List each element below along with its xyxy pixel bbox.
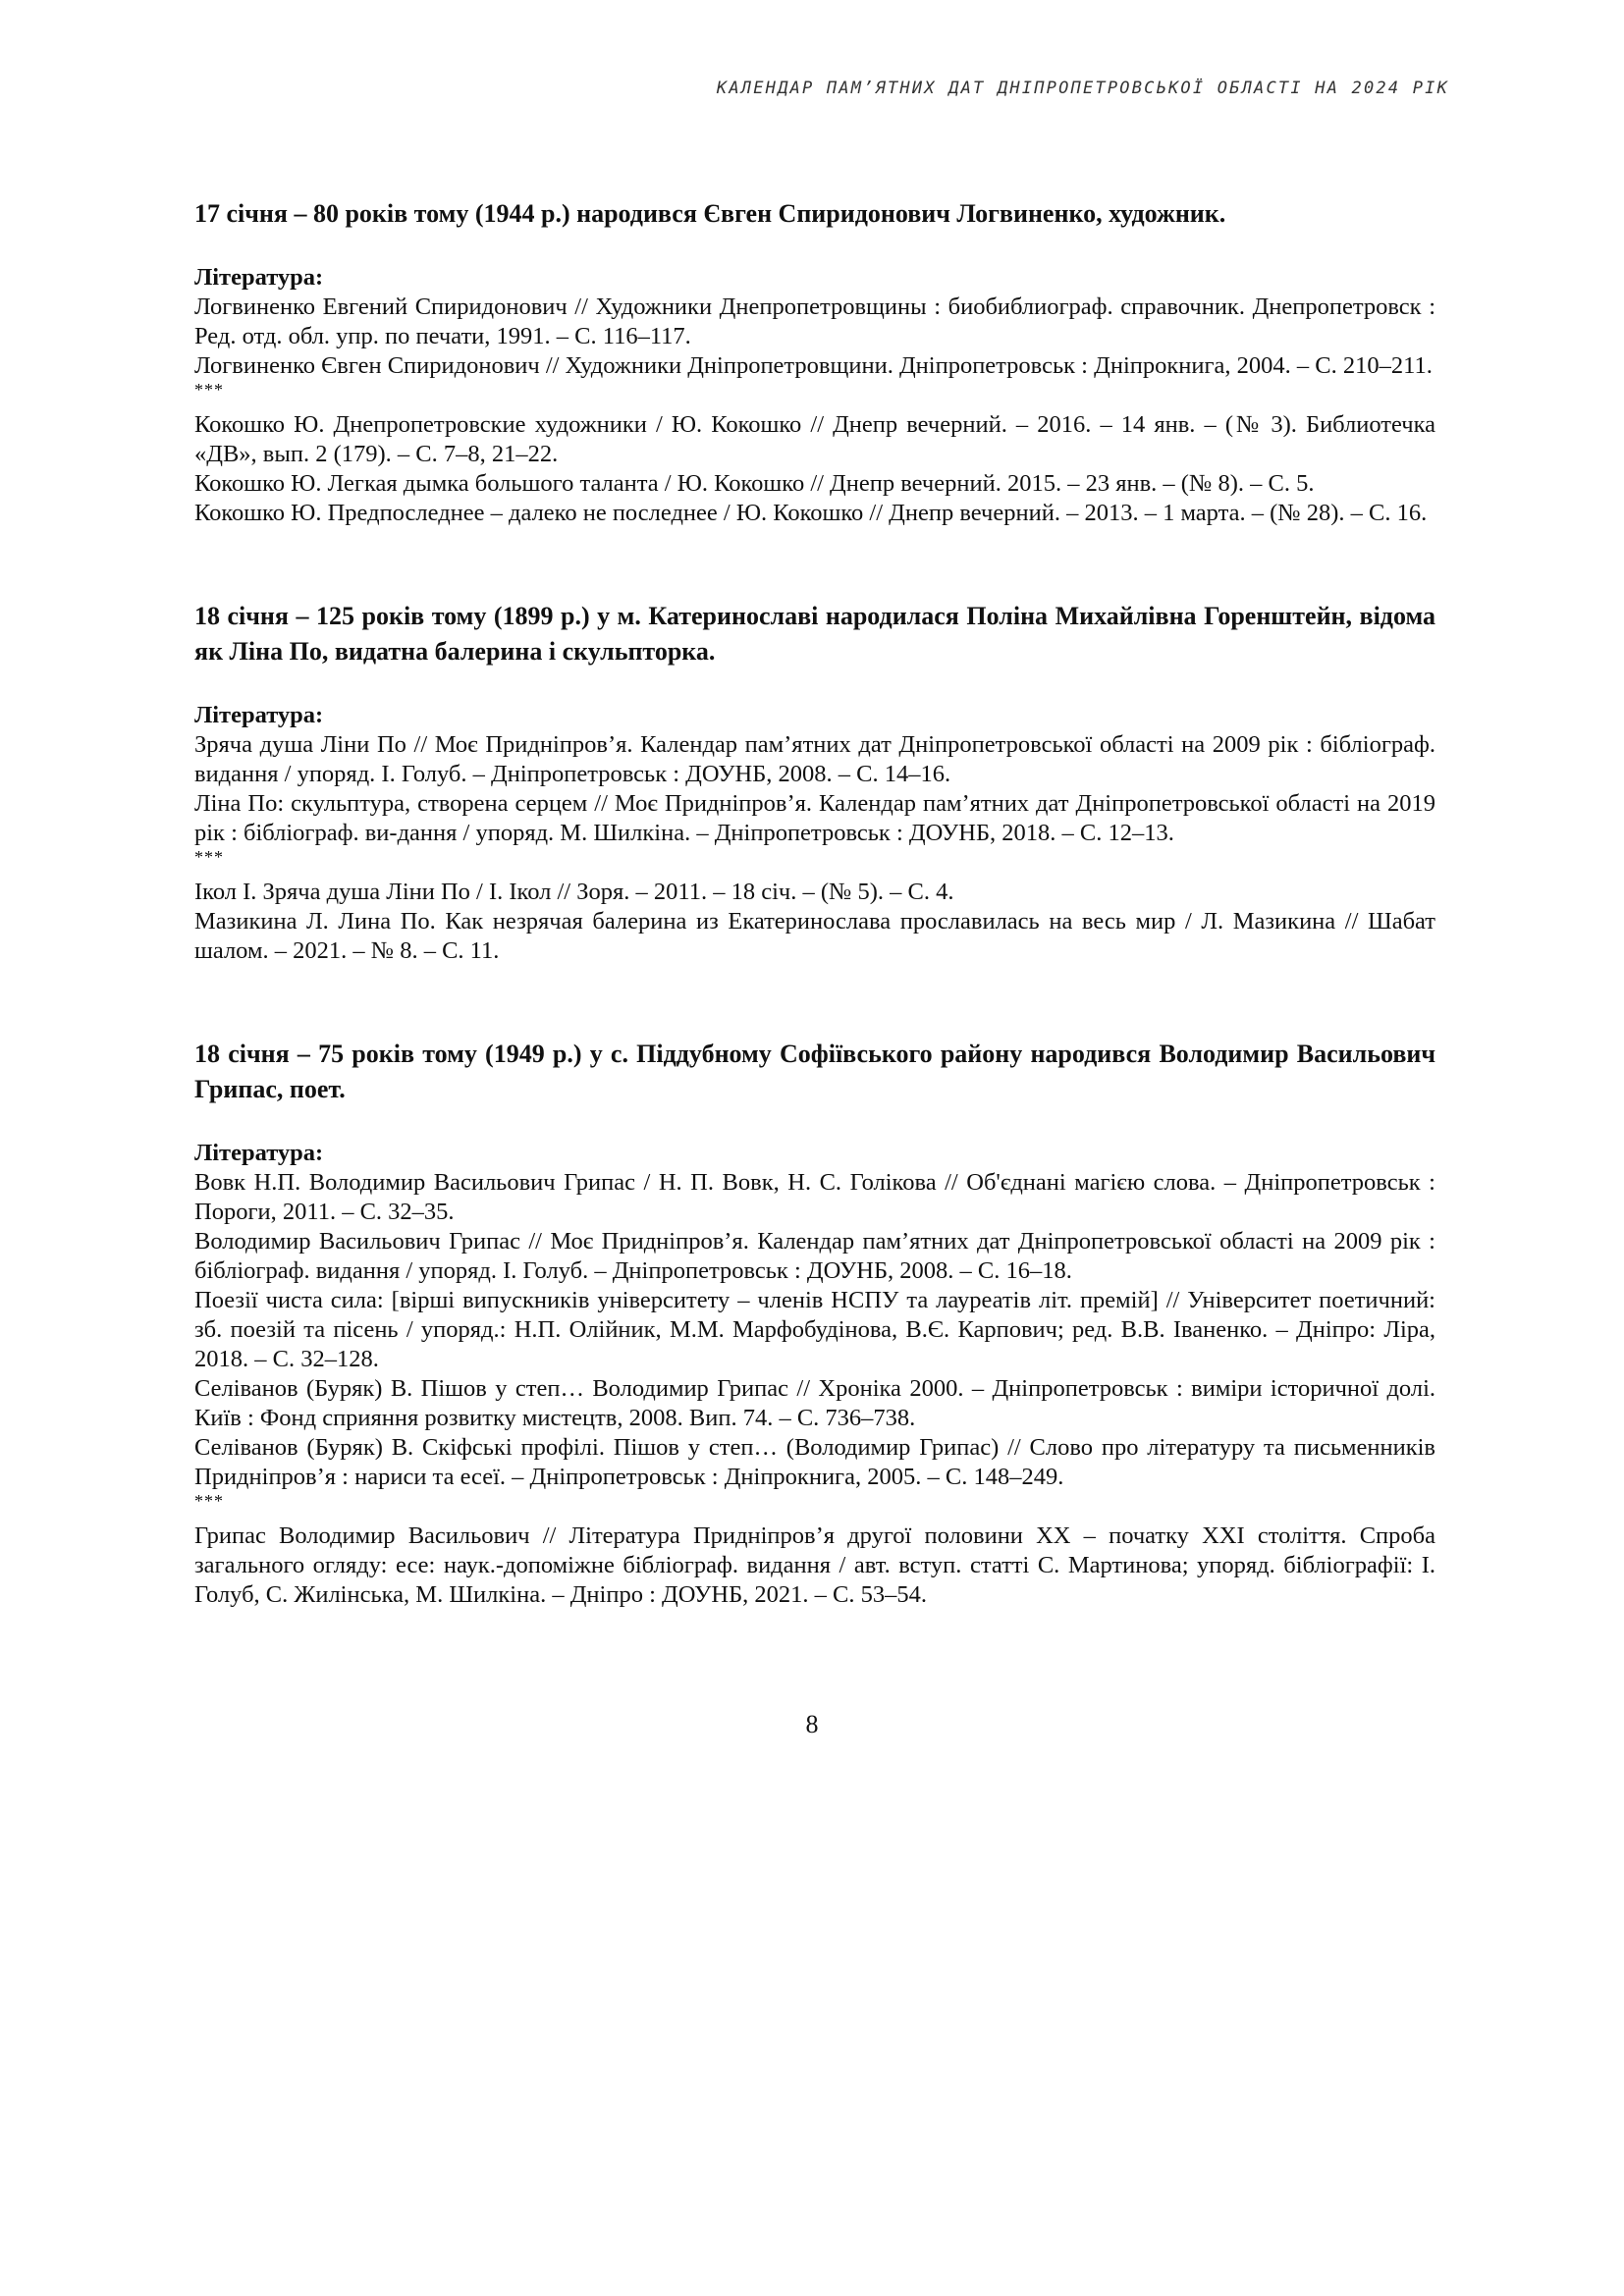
reference-item: Ікол І. Зряча душа Ліни По / І. Ікол // Зоря. – 2011. – 18 січ. – (№ 5). – С. 4. xyxy=(194,879,954,905)
literature-heading: Література: xyxy=(194,264,324,291)
reference-item: Поезії чиста сила: [вірші випускників університету – членів НСПУ та лауреатів літ. премій] // Університет поетичний: зб. поезій та пісень / упоряд.: Н.П. Олійник, М.М. Марфобудінова, В.Є. Карпович; ред. В.В. Іваненко. – Дніпро: Ліра, 2018. – С. 32–128. xyxy=(194,1287,1435,1372)
reference-item: Грипас Володимир Васильович // Література Придніпров’я другої половини ХХ – початку ХХІ століття. Спроба загального огляду: есе: наук.-допоміжне бібліограф. видання / авт. вступ. статті С. Мартинова; упоряд. бібліографії: І. Голуб, С. Жилінська, М. Шилкіна. – Дніпро : ДОУНБ, 2021. – С. 53–54. xyxy=(194,1522,1435,1608)
reference-item: Логвиненко Евгений Спиридонович // Художники Днепропетровщины : биобиблиограф. справочник. Днепропетровск : Ред. отд. обл. упр. по печати, 1991. – С. 116–117. xyxy=(194,294,1435,349)
reference-item: Ліна По: скульптура, створена серцем // Моє Придніпров’я. Календар пам’ятних дат Дніпропетровської області на 2019 рік : бібліограф. ви-дання / упоряд. М. Шилкіна. – Дніпропетровськ : ДОУНБ, 2018. – С. 12–13. xyxy=(194,790,1435,846)
entry-title: 18 січня – 75 років тому (1949 р.) у с. Піддубному Софіївського району народився Володимир Васильович Грипас, поет. xyxy=(194,1040,1435,1103)
page-number: 8 xyxy=(805,1710,819,1738)
reference-item: Кокошко Ю. Легкая дымка большого таланта / Ю. Кокошко // Днепр вечерний. 2015. – 23 янв. – (№ 8). – С. 5. xyxy=(194,470,1315,497)
entry-title: 17 січня – 80 років тому (1944 р.) народився Євген Спиридонович Логвиненко, художник. xyxy=(194,199,1226,228)
page-content xyxy=(194,196,1435,1681)
reference-item: Селіванов (Буряк) В. Пішов у степ… Володимир Грипас // Хроніка 2000. – Дніпропетровськ : виміри історичної долі. Київ : Фонд сприяння розвитку мистецтв, 2008. Вип. 74. – С. 736–738. xyxy=(194,1375,1435,1431)
reference-item: Володимир Васильович Грипас // Моє Придніпров’я. Календар пам’ятних дат Дніпропетровської області на 2009 рік : бібліограф. видання / упоряд. І. Голуб. – Дніпропетровськ : ДОУНБ, 2008. – С. 16–18. xyxy=(194,1228,1435,1284)
reference-item: Кокошко Ю. Предпоследнее – далеко не последнее / Ю. Кокошко // Днепр вечерний. – 2013. – 1 марта. – (№ 28). – С. 16. xyxy=(194,500,1428,526)
reference-item: Мазикина Л. Лина По. Как незрячая балерина из Екатеринослава прославилась на весь мир / Л. Мазикина // Шабат шалом. – 2021. – № 8. – С. 11. xyxy=(194,908,1435,964)
entry-title: 18 січня – 125 років тому (1899 р.) у м. Катеринославі народилася Поліна Михайлівна Горенштейн, відома як Ліна По, видатна балерина і скульпторка. xyxy=(194,602,1435,666)
running-header: КАЛЕНДАР ПАМ’ЯТНИХ ДАТ ДНІПРОПЕТРОВСЬКОЇ ОБЛАСТІ НА 2024 РІК xyxy=(716,79,1449,98)
references-separator: *** xyxy=(194,380,224,400)
calendar-entry xyxy=(194,599,1435,966)
calendar-entry xyxy=(194,196,1435,528)
reference-item: Логвиненко Євген Спиридонович // Художники Дніпропетровщини. Дніпропетровськ : Дніпрокнига, 2004. – С. 210–211. xyxy=(194,352,1433,379)
reference-item: Зряча душа Ліни По // Моє Придніпров’я. Календар пам’ятних дат Дніпропетровської області на 2009 рік : бібліограф. видання / упоряд. І. Голуб. – Дніпропетровськ : ДОУНБ, 2008. – С. 14–16. xyxy=(194,731,1435,787)
reference-item: Кокошко Ю. Днепропетровские художники / Ю. Кокошко // Днепр вечерний. – 2016. – 14 янв. – (№ 3). Библиотечка «ДВ», вып. 2 (179). – С. 7–8, 21–22. xyxy=(194,411,1435,467)
calendar-entry xyxy=(194,1037,1435,1610)
references-separator: *** xyxy=(194,1491,224,1511)
literature-heading: Література: xyxy=(194,702,324,728)
references-separator: *** xyxy=(194,847,224,867)
literature-heading: Література: xyxy=(194,1140,324,1166)
reference-item: Вовк Н.П. Володимир Васильович Грипас / Н. П. Вовк, Н. С. Голікова // Об'єднані магією слова. – Дніпропетровськ : Пороги, 2011. – С. 32–35. xyxy=(194,1169,1435,1225)
reference-item: Селіванов (Буряк) В. Скіфські профілі. Пішов у степ… (Володимир Грипас) // Слово про літературу та письменників Придніпров’я : нариси та есеї. – Дніпропетровськ : Дніпрокнига, 2005. – С. 148–249. xyxy=(194,1434,1435,1490)
